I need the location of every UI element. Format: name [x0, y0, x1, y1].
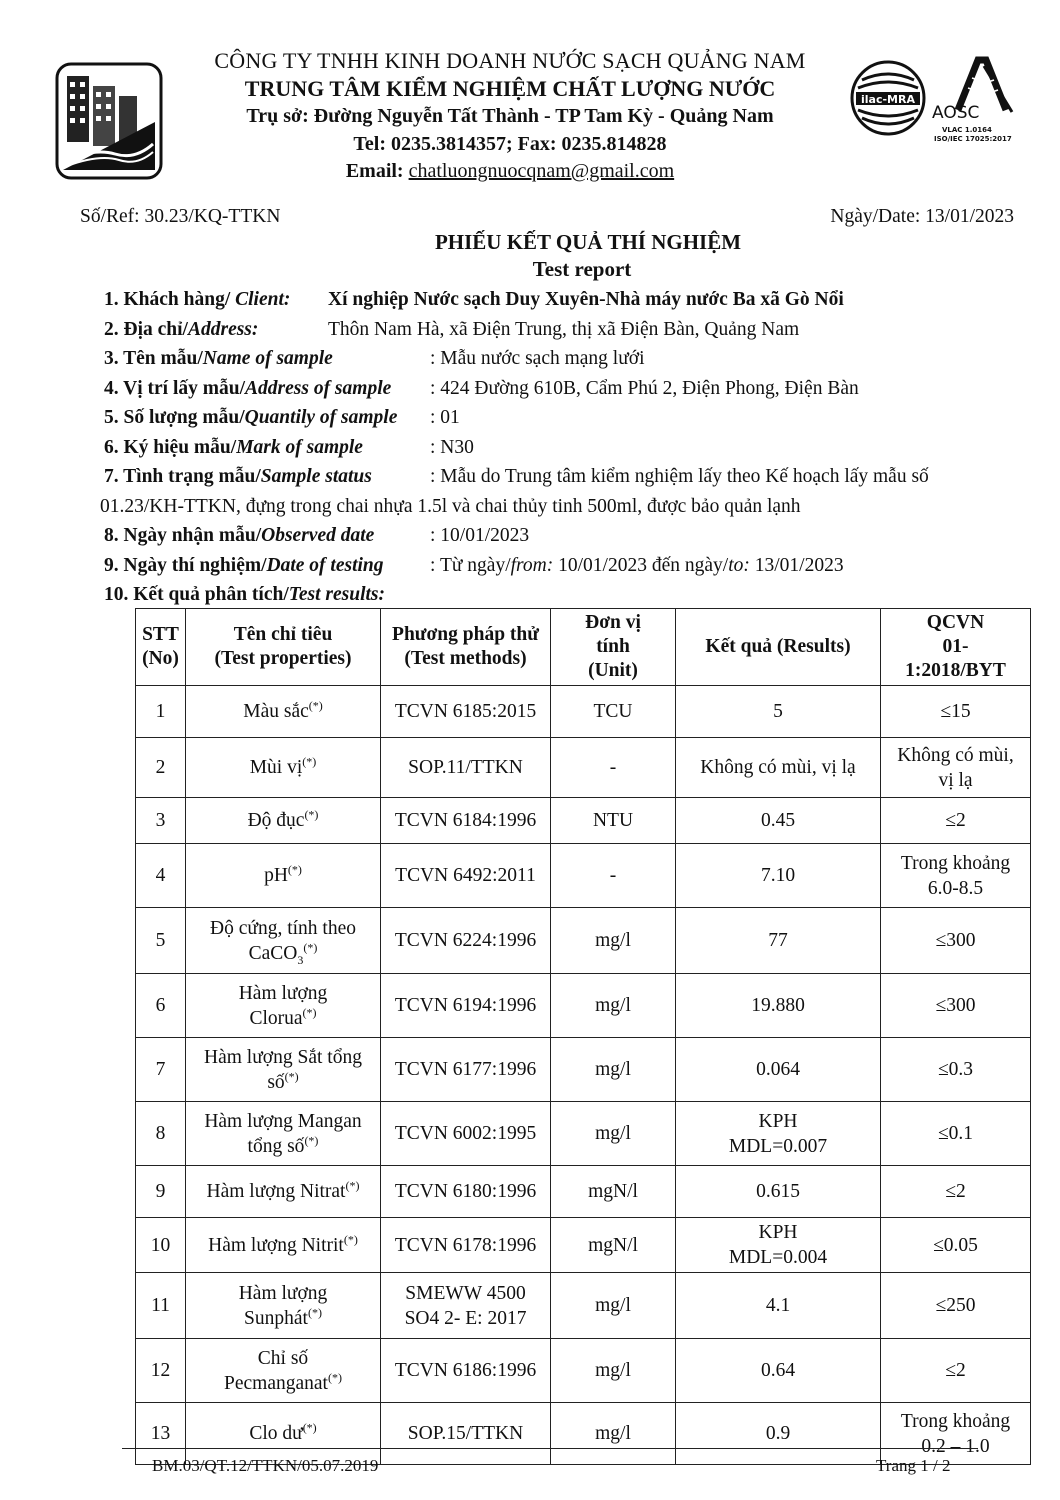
- row-qcvn-limit: [881, 686, 1031, 738]
- row-test-property-text: Hàm lượng Nitrat: [206, 1181, 346, 1202]
- row-unit-value: mg/l: [595, 1059, 631, 1080]
- sample-qty-line: [104, 403, 1004, 433]
- row-stt: [136, 1102, 186, 1166]
- table-row: [136, 798, 1031, 844]
- row-test-method: [381, 844, 551, 908]
- row-test-property-text: Màu sắc: [243, 701, 309, 722]
- header-email-line: [160, 160, 860, 183]
- row-result: [676, 974, 881, 1038]
- row-qcvn-limit: [881, 1038, 1031, 1102]
- row-unit-value: NTU: [592, 810, 634, 831]
- row-unit-value: mg/l: [595, 1295, 631, 1316]
- testing-from: 10/01/2023 đến ngày/: [553, 554, 729, 576]
- row-qcvn-limit: [881, 908, 1031, 974]
- sample-name-line: [104, 344, 1004, 374]
- row-unit: [551, 686, 676, 738]
- row-test-property: [186, 1166, 381, 1218]
- row-unit: [551, 1403, 676, 1465]
- row-accredited-marker: (*): [287, 862, 302, 877]
- email-label: Email:: [345, 160, 404, 182]
- sample-location-line: [104, 374, 1004, 404]
- sample-mark-label: 6. Ký hiệu mẫu/: [104, 436, 237, 458]
- row-test-method: [381, 1339, 551, 1403]
- address-value: Thôn Nam Hà, xã Điện Trung, thị xã Điện Bàn, Quảng Nam: [328, 318, 800, 340]
- row-result-line: 0.615: [756, 1181, 800, 1202]
- row-test-method-line: TCVN 6185:2015: [394, 701, 537, 722]
- row-test-property-text: Clo dư: [249, 1423, 303, 1444]
- row-test-method: [381, 686, 551, 738]
- testing-from-prefix: : Từ ngày/: [430, 554, 511, 576]
- row-stt-value: 8: [155, 1123, 166, 1144]
- row-accredited-marker: (*): [307, 1305, 322, 1319]
- row-test-method-line: TCVN 6194:1996: [394, 995, 537, 1016]
- header-name-line1: Tên chỉ tiêu: [233, 624, 333, 645]
- row-stt-value: 4: [155, 865, 166, 886]
- row-stt-value: 13: [150, 1423, 171, 1444]
- client-label: 1. Khách hàng/: [104, 289, 231, 310]
- results-table: [135, 608, 1031, 1465]
- row-qcvn-limit: [881, 1166, 1031, 1218]
- company-logo: [55, 62, 163, 180]
- row-test-method-line: SMEWW 4500: [405, 1282, 526, 1304]
- row-accredited-marker: (*): [302, 1005, 317, 1019]
- header-result: [676, 609, 881, 686]
- row-test-property-text: Clorua: [249, 1007, 303, 1029]
- header-qcvn-line2: 01-: [942, 636, 969, 657]
- results-label-en: Test results:: [288, 584, 386, 605]
- aosc-sub1: VLAC 1.0164: [942, 126, 992, 134]
- row-unit: [551, 1273, 676, 1339]
- row-qcvn-limit-line: 0.2 – 1.0: [921, 1435, 990, 1457]
- row-unit-value: mg/l: [595, 1123, 631, 1144]
- row-result: [676, 1038, 881, 1102]
- row-result-line: Không có mùi, vị lạ: [700, 757, 856, 778]
- header-qcvn-line3: 1:2018/BYT: [905, 660, 1006, 681]
- row-stt-value: 1: [155, 701, 166, 722]
- sample-qty-value: : 01: [430, 407, 460, 428]
- testing-value: [430, 551, 844, 581]
- row-qcvn-limit-line: ≤15: [940, 701, 971, 722]
- row-test-property: [186, 974, 381, 1038]
- row-test-method-line: TCVN 6492:2011: [395, 865, 536, 886]
- row-qcvn-limit-line: Trong khoảng: [900, 1410, 1011, 1432]
- row-test-property-last-line: [190, 1179, 376, 1204]
- row-test-method: [381, 1102, 551, 1166]
- header-method: [381, 609, 551, 686]
- row-stt: [136, 686, 186, 738]
- ilac-mra-logo: [848, 58, 928, 138]
- row-test-method: [381, 738, 551, 798]
- header-method-line2: (Test methods): [404, 648, 527, 669]
- footer-code: BM.03/QT.12/TTKN/05.07.2019: [152, 1456, 379, 1475]
- header-result-line1: Kết quả (Results): [705, 636, 851, 657]
- row-unit-value: mg/l: [595, 1360, 631, 1381]
- row-result: [676, 1273, 881, 1339]
- row-unit-value: mg/l: [595, 1423, 631, 1444]
- row-test-property: [186, 738, 381, 798]
- sample-qty-label-en: Quantily of sample: [244, 407, 398, 428]
- row-accredited-marker: (*): [304, 1133, 319, 1147]
- row-accredited-marker: (*): [303, 940, 318, 954]
- row-stt: [136, 1339, 186, 1403]
- row-test-property-text: Pecmanganat: [224, 1372, 328, 1394]
- row-result-line: 7.10: [760, 865, 796, 886]
- address-line: [104, 315, 1004, 345]
- row-stt-value: 12: [150, 1360, 171, 1381]
- table-row: [136, 738, 1031, 798]
- title-en: Test report: [532, 257, 632, 281]
- row-qcvn-limit-line: ≤300: [935, 995, 976, 1016]
- table-row: [136, 844, 1031, 908]
- row-qcvn-limit-line: ≤2: [945, 1360, 966, 1381]
- row-test-property-text: Mùi vị: [249, 757, 303, 778]
- row-stt: [136, 1166, 186, 1218]
- sample-status-line: [104, 462, 1004, 492]
- row-test-method: [381, 1038, 551, 1102]
- row-stt-value: 9: [155, 1181, 166, 1202]
- row-qcvn-limit-line: Không có mùi,: [897, 744, 1014, 766]
- row-test-property-last-line: [190, 863, 376, 888]
- row-qcvn-limit-line: ≤0.3: [937, 1059, 974, 1080]
- row-result-line: MDL=0.004: [728, 1247, 828, 1268]
- company-name: CÔNG TY TNHH KINH DOANH NƯỚC SẠCH QUẢNG NAM: [214, 48, 806, 73]
- row-qcvn-limit-line: Trong khoảng: [900, 852, 1011, 874]
- row-unit-value: mg/l: [595, 995, 631, 1016]
- sample-mark-line: [104, 433, 1004, 463]
- client-line: [104, 285, 1004, 315]
- testing-line: [104, 551, 1004, 581]
- sample-location-value: : 424 Đường 610B, Cẩm Phú 2, Điện Phong, Điện Bàn: [430, 377, 859, 399]
- header-tel: Tel: 0235.3814357; Fax: 0235.814828: [353, 133, 667, 155]
- row-test-property-last-line: [190, 1070, 376, 1095]
- row-test-property-last-line: [190, 941, 376, 966]
- client-value: Xí nghiệp Nước sạch Duy Xuyên-Nhà máy nước Ba xã Gò Nổi: [328, 289, 844, 310]
- row-test-method-line: TCVN 6180:1996: [394, 1181, 537, 1202]
- row-test-property-text: Hàm lượng Nitrit: [208, 1234, 344, 1256]
- row-result: [676, 908, 881, 974]
- row-test-method: [381, 1166, 551, 1218]
- row-test-method-line: SOP.11/TTKN: [408, 757, 523, 778]
- row-unit: [551, 908, 676, 974]
- header-name-line2: (Test properties): [214, 648, 352, 669]
- row-qcvn-limit: [881, 738, 1031, 798]
- row-qcvn-limit: [881, 1102, 1031, 1166]
- row-test-property-text: Sunphát: [244, 1307, 308, 1329]
- row-test-property-text: Độ đục: [247, 810, 305, 831]
- row-test-property-last-line: [190, 1306, 376, 1331]
- row-test-property-text: pH: [264, 865, 288, 886]
- row-test-method-line: TCVN 6184:1996: [394, 810, 537, 831]
- address-label: 2. Địa chỉ/: [104, 318, 188, 340]
- footer-rule: [122, 1448, 978, 1449]
- row-test-property: [186, 1339, 381, 1403]
- row-test-method-line: SO4 2- E: 2017: [404, 1307, 527, 1329]
- row-accredited-marker: (*): [302, 754, 317, 769]
- row-stt-value: 11: [151, 1295, 170, 1316]
- sample-mark-value: : N30: [430, 436, 474, 458]
- row-test-method-line: TCVN 6002:1995: [394, 1123, 537, 1144]
- row-accredited-marker: (*): [327, 1370, 342, 1384]
- title-vi: PHIẾU KẾT QUẢ THÍ NGHIỆM: [434, 230, 742, 254]
- header-method-line1: Phương pháp thử: [392, 624, 539, 645]
- row-qcvn-limit-line: ≤0.1: [937, 1123, 974, 1144]
- table-row: [136, 974, 1031, 1038]
- row-test-property: [186, 908, 381, 974]
- row-test-property: [186, 1038, 381, 1102]
- row-stt-value: 3: [155, 810, 166, 831]
- sample-status-label-en: Sample status: [260, 466, 372, 487]
- row-test-method: [381, 908, 551, 974]
- row-qcvn-limit-line: ≤300: [935, 930, 976, 951]
- row-stt: [136, 738, 186, 798]
- results-table-wrapper: [135, 608, 1031, 1465]
- testing-to-en: to:: [728, 554, 750, 576]
- row-stt: [136, 1038, 186, 1102]
- row-qcvn-limit-line: ≤0.05: [933, 1234, 978, 1256]
- row-unit-value: -: [609, 757, 617, 778]
- row-test-method-line: TCVN 6224:1996: [394, 930, 537, 951]
- center-name: TRUNG TÂM KIỂM NGHIỆM CHẤT LƯỢNG NƯỚC: [244, 76, 776, 101]
- row-test-property: [186, 1218, 381, 1273]
- header-unit-line3: (Unit): [588, 660, 638, 681]
- row-test-method-line: TCVN 6186:1996: [394, 1360, 537, 1381]
- header-name: [186, 609, 381, 686]
- row-qcvn-limit-line: 6.0-8.5: [927, 877, 984, 899]
- address-label-en: Address:: [187, 318, 259, 340]
- header-qcvn: [881, 609, 1031, 686]
- row-test-property-last-line: [190, 755, 376, 780]
- row-stt: [136, 974, 186, 1038]
- row-accredited-marker: (*): [345, 1178, 360, 1193]
- row-unit-value: mgN/l: [588, 1234, 638, 1256]
- row-test-method: [381, 1218, 551, 1273]
- row-result-line: 4.1: [765, 1295, 791, 1316]
- row-result-line: KPH: [758, 1222, 798, 1243]
- row-test-property-last-line: [190, 1233, 376, 1258]
- sample-status-value: : Mẫu do Trung tâm kiểm nghiệm lấy theo Kế hoạch lấy mẫu số: [430, 466, 929, 487]
- row-test-property-last-line: [190, 1134, 376, 1159]
- row-test-property-text: tổng số: [247, 1135, 305, 1157]
- row-test-method: [381, 798, 551, 844]
- sample-name-value: : Mẫu nước sạch mạng lưới: [430, 348, 645, 369]
- row-qcvn-limit-line: vị lạ: [938, 769, 973, 791]
- table-row: [136, 1273, 1031, 1339]
- row-test-property-last-line: [190, 808, 376, 833]
- row-qcvn-limit-line: ≤2: [945, 810, 966, 831]
- testing-to: 13/01/2023: [749, 554, 844, 576]
- received-label-en: Observed date: [261, 525, 375, 546]
- row-unit: [551, 798, 676, 844]
- info-section: [100, 285, 1004, 610]
- row-result: [676, 1403, 881, 1465]
- sample-name-label-en: Name of sample: [202, 348, 333, 369]
- row-stt: [136, 844, 186, 908]
- received-value: : 10/01/2023: [430, 525, 530, 546]
- row-unit: [551, 1102, 676, 1166]
- aosc-logo: [928, 52, 1020, 148]
- table-header-row: [136, 609, 1031, 686]
- row-test-method: [381, 1273, 551, 1339]
- row-test-method-line: SOP.15/TTKN: [407, 1423, 524, 1444]
- row-qcvn-limit: [881, 1218, 1031, 1273]
- row-stt: [136, 1218, 186, 1273]
- sample-location-label: 4. Vị trí lấy mẫu/: [104, 377, 246, 399]
- row-test-property-line: Hàm lượng: [238, 1282, 328, 1304]
- testing-label: 9. Ngày thí nghiệm/: [104, 554, 267, 576]
- row-test-method: [381, 974, 551, 1038]
- row-qcvn-limit: [881, 974, 1031, 1038]
- report-date: Ngày/Date: 13/01/2023: [830, 206, 1014, 227]
- row-stt-value: 7: [155, 1059, 166, 1080]
- row-unit: [551, 738, 676, 798]
- row-test-property-subscript: 3: [297, 952, 304, 967]
- row-test-property-last-line: [190, 699, 376, 724]
- row-unit: [551, 1339, 676, 1403]
- row-test-property-line: Hàm lượng Mangan: [204, 1110, 362, 1132]
- received-label: 8. Ngày nhận mẫu/: [104, 525, 262, 546]
- header-stt: [136, 609, 186, 686]
- header-qcvn-line1: QCVN: [926, 612, 985, 633]
- row-stt-value: 6: [155, 995, 166, 1016]
- ref-number: Số/Ref: 30.23/KQ-TTKN: [80, 206, 281, 227]
- row-result-line: 0.45: [760, 810, 796, 831]
- row-qcvn-limit: [881, 844, 1031, 908]
- row-stt-value: 2: [155, 757, 166, 778]
- row-result-line: 0.064: [756, 1059, 800, 1080]
- header-address: Trụ sở: Đường Nguyễn Tất Thành - TP Tam Kỳ - Quảng Nam: [246, 105, 774, 127]
- row-test-property-text: CaCO: [248, 942, 298, 964]
- table-row: [136, 908, 1031, 974]
- row-result-line: 19.880: [751, 995, 805, 1016]
- row-result: [676, 738, 881, 798]
- footer-page: Trang 1 / 2: [876, 1456, 951, 1475]
- header-unit-line2: tính: [596, 636, 630, 657]
- row-result: [676, 1166, 881, 1218]
- row-test-method: [381, 1403, 551, 1465]
- row-result: [676, 686, 881, 738]
- row-accredited-marker: (*): [343, 1232, 358, 1246]
- results-label: 10. Kết quả phân tích/: [104, 584, 289, 605]
- header-unit-line1: Đơn vị: [585, 612, 641, 633]
- row-unit-value: mgN/l: [588, 1181, 638, 1202]
- header-unit: [551, 609, 676, 686]
- row-test-property-line: Hàm lượng: [238, 982, 328, 1004]
- row-test-property: [186, 1273, 381, 1339]
- row-test-property-line: Độ cứng, tính theo: [210, 917, 356, 939]
- row-test-property-line: Hàm lượng Sắt tổng: [204, 1046, 362, 1068]
- row-result: [676, 1102, 881, 1166]
- row-test-property: [186, 844, 381, 908]
- row-test-property: [186, 798, 381, 844]
- aosc-text: AOSC: [932, 103, 980, 123]
- table-row: [136, 1038, 1031, 1102]
- row-result: [676, 844, 881, 908]
- row-test-property-line: Chỉ số: [257, 1347, 309, 1369]
- row-test-property: [186, 686, 381, 738]
- row-test-property: [186, 1102, 381, 1166]
- row-unit: [551, 1166, 676, 1218]
- email-link[interactable]: chatluongnuocqnam@gmail.com: [408, 160, 675, 182]
- header-stt-line1: STT: [142, 624, 179, 645]
- table-row: [136, 1102, 1031, 1166]
- row-stt: [136, 908, 186, 974]
- row-result-line: 0.9: [765, 1423, 791, 1444]
- row-unit: [551, 844, 676, 908]
- table-row: [136, 686, 1031, 738]
- row-accredited-marker: (*): [302, 1420, 317, 1435]
- row-test-property-last-line: [190, 1371, 376, 1396]
- testing-label-en: Date of testing: [266, 554, 384, 576]
- row-test-method-line: TCVN 6177:1996: [394, 1059, 537, 1080]
- row-unit-value: mg/l: [595, 930, 631, 951]
- sample-name-label: 3. Tên mẫu/: [104, 348, 203, 369]
- row-stt-value: 5: [155, 930, 166, 951]
- received-line: [104, 521, 1004, 551]
- row-test-property-last-line: [190, 1006, 376, 1031]
- sample-status-label: 7. Tình trạng mẫu/: [104, 466, 261, 487]
- row-stt-value: 10: [150, 1234, 171, 1256]
- row-test-property-text: số: [267, 1071, 285, 1093]
- row-result-line: 0.64: [760, 1360, 796, 1381]
- sample-location-label-en: Address of sample: [245, 377, 392, 399]
- row-stt: [136, 798, 186, 844]
- row-unit: [551, 1038, 676, 1102]
- row-result-line: KPH: [758, 1110, 798, 1132]
- header-stt-line2: (No): [142, 648, 179, 669]
- ilac-text: ilac-MRA: [861, 93, 915, 106]
- row-unit: [551, 1218, 676, 1273]
- row-test-property-last-line: [190, 1421, 376, 1446]
- row-qcvn-limit: [881, 798, 1031, 844]
- row-result-line: 77: [768, 930, 788, 951]
- table-row: [136, 1339, 1031, 1403]
- row-result: [676, 1218, 881, 1273]
- row-unit-value: TCU: [593, 701, 633, 722]
- row-qcvn-limit: [881, 1273, 1031, 1339]
- row-unit: [551, 974, 676, 1038]
- row-accredited-marker: (*): [304, 807, 319, 822]
- row-result: [676, 1339, 881, 1403]
- sample-status-line2: 01.23/KH-TTKN, đựng trong chai nhựa 1.5l và chai thủy tinh 500ml, được bảo quản lạnh: [100, 495, 801, 517]
- row-unit-value: -: [609, 865, 617, 886]
- row-qcvn-limit: [881, 1339, 1031, 1403]
- client-label-en: Client:: [235, 289, 291, 310]
- table-row: [136, 1218, 1031, 1273]
- row-result: [676, 798, 881, 844]
- row-stt: [136, 1273, 186, 1339]
- aosc-sub2: ISO/IEC 17025:2017: [934, 135, 1012, 143]
- table-row: [136, 1166, 1031, 1218]
- row-qcvn-limit-line: ≤2: [945, 1181, 966, 1202]
- sample-qty-label: 5. Số lượng mẫu/: [104, 407, 245, 428]
- row-qcvn-limit-line: ≤250: [935, 1295, 976, 1316]
- sample-mark-label-en: Mark of sample: [236, 436, 363, 458]
- results-line: [104, 580, 1004, 610]
- row-accredited-marker: (*): [284, 1069, 299, 1083]
- row-accredited-marker: (*): [308, 698, 323, 713]
- row-result-line: MDL=0.007: [728, 1135, 828, 1157]
- testing-from-en: from:: [510, 554, 554, 576]
- row-test-method-line: TCVN 6178:1996: [394, 1234, 537, 1256]
- row-result-line: 5: [773, 701, 783, 722]
